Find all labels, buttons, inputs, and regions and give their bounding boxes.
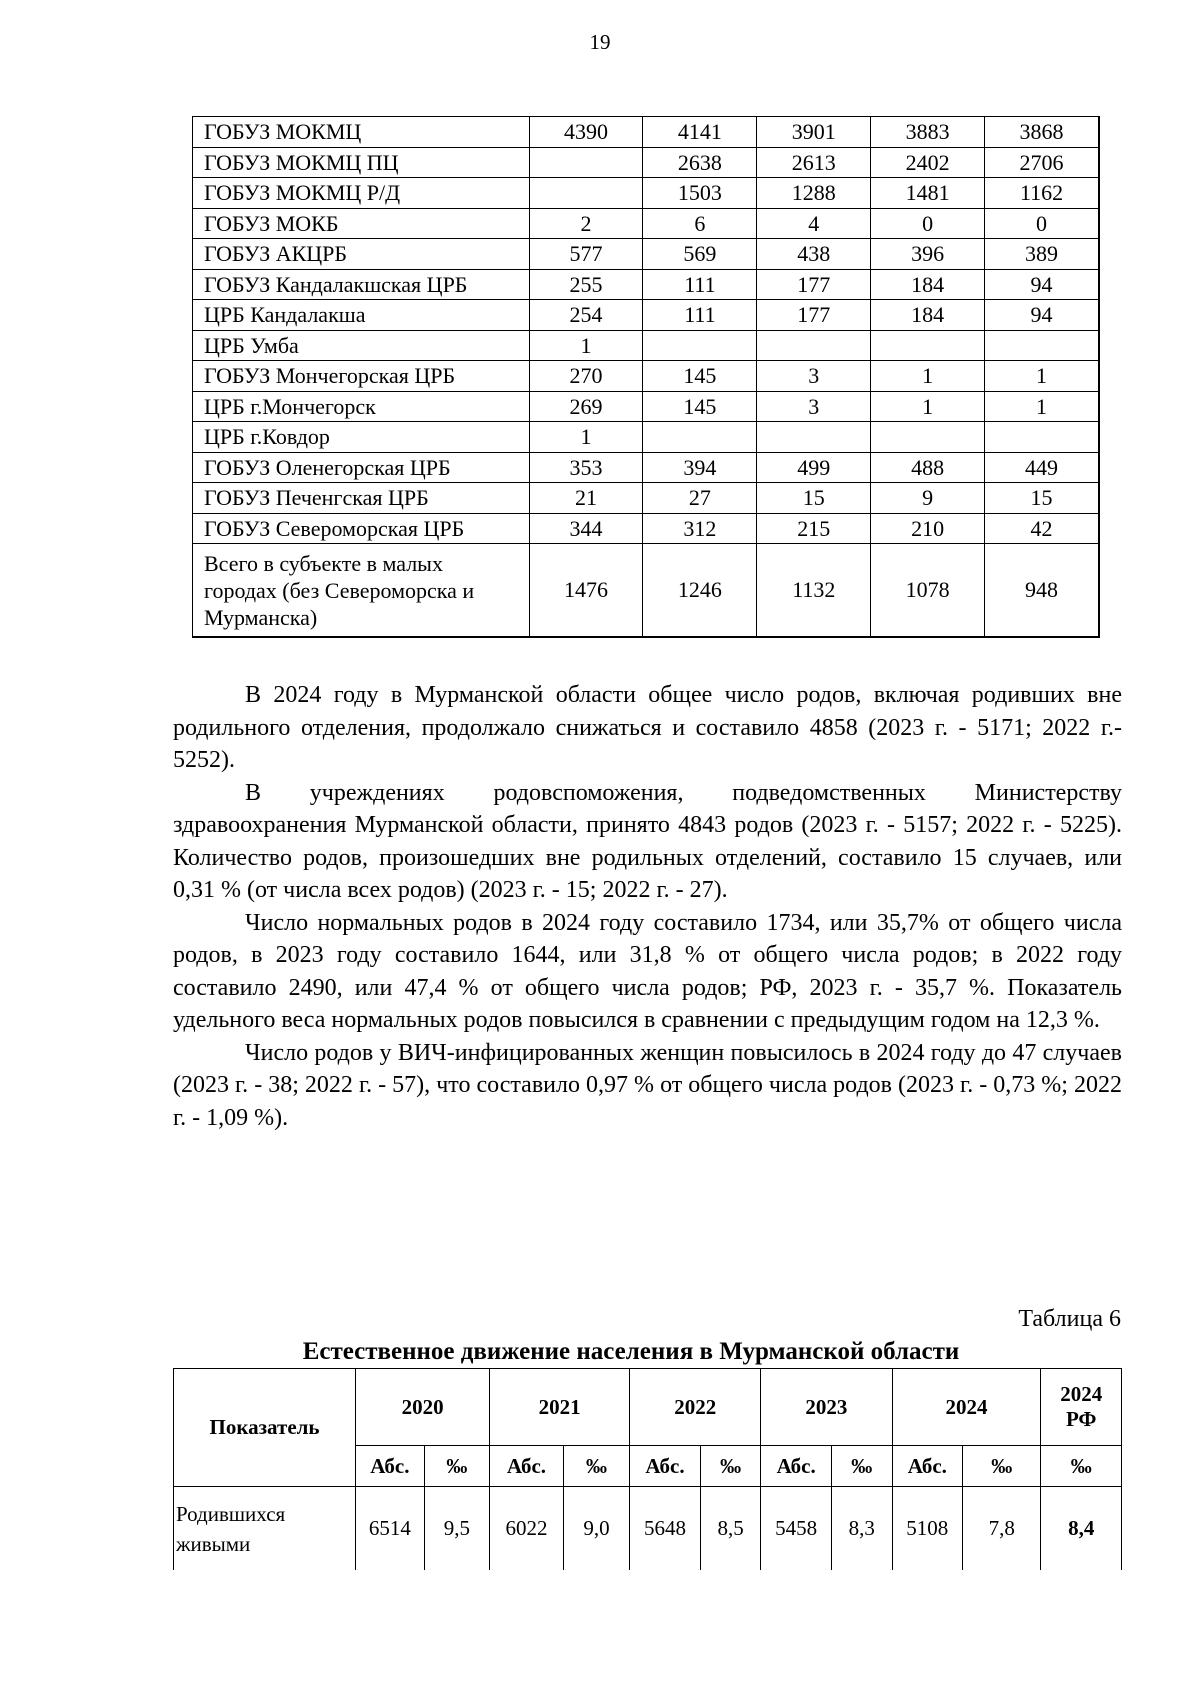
table-cell: 15 xyxy=(985,483,1099,514)
table-cell: 27 xyxy=(643,483,757,514)
body-text xyxy=(173,679,1122,1134)
row-label: ЦРБ Кандалакша xyxy=(193,300,530,331)
header-rf xyxy=(1041,1369,1122,1446)
table-cell xyxy=(757,330,871,361)
table-cell xyxy=(757,422,871,453)
table-cell: 184 xyxy=(871,269,985,300)
table-cell: 4 xyxy=(757,208,871,239)
table-cell: 145 xyxy=(643,361,757,392)
table-cell: 7,8 xyxy=(963,1487,1041,1571)
header-year: 2022 xyxy=(630,1369,761,1446)
table-cell: 269 xyxy=(529,391,643,422)
row-label: ГОБУЗ Печенгская ЦРБ xyxy=(193,483,530,514)
table-cell: 6514 xyxy=(356,1487,425,1571)
row-label: ГОБУЗ Мончегорская ЦРБ xyxy=(193,361,530,392)
header-permille: ‰ xyxy=(563,1446,629,1487)
table-cell: 9,5 xyxy=(424,1487,489,1571)
table-cell: 94 xyxy=(985,300,1099,331)
header-abs: Абс. xyxy=(356,1446,425,1487)
table-cell: 3883 xyxy=(871,117,985,148)
row-label: ГОБУЗ Оленегорская ЦРБ xyxy=(193,452,530,483)
row-label-line: Мурманска) xyxy=(204,604,318,630)
row-label: ГОБУЗ Кандалакшская ЦРБ xyxy=(193,269,530,300)
row-label xyxy=(193,544,530,638)
table-cell: 184 xyxy=(871,300,985,331)
row-label: ГОБУЗ МОКМЦ xyxy=(193,117,530,148)
table-cell: 9 xyxy=(871,483,985,514)
row-label: ГОБУЗ МОКБ xyxy=(193,208,530,239)
table-cell xyxy=(643,330,757,361)
header-year: 2021 xyxy=(490,1369,630,1446)
table-row xyxy=(193,239,1100,270)
header-permille: ‰ xyxy=(963,1446,1041,1487)
table-cell: 3 xyxy=(757,361,871,392)
header-abs: Абс. xyxy=(892,1446,963,1487)
table-cell: 1 xyxy=(529,422,643,453)
table-cell: 2613 xyxy=(757,147,871,178)
table-cell: 111 xyxy=(643,300,757,331)
table-cell: 3901 xyxy=(757,117,871,148)
header-year: 2024 xyxy=(892,1369,1041,1446)
table-cell: 94 xyxy=(985,269,1099,300)
table-cell: 1 xyxy=(871,391,985,422)
table-cell: 1132 xyxy=(757,544,871,638)
header-permille: ‰ xyxy=(424,1446,489,1487)
header-permille: ‰ xyxy=(1041,1446,1122,1487)
row-label-line: городах (без Североморска и xyxy=(204,577,475,603)
table-cell: 2638 xyxy=(643,147,757,178)
table-cell: 15 xyxy=(757,483,871,514)
table-cell: 449 xyxy=(985,452,1099,483)
table-cell: 396 xyxy=(871,239,985,270)
table-cell: 499 xyxy=(757,452,871,483)
table-cell xyxy=(529,147,643,178)
row-label: ЦРБ г.Мончегорск xyxy=(193,391,530,422)
table-cell: 438 xyxy=(757,239,871,270)
table-cell xyxy=(643,422,757,453)
table-row xyxy=(193,422,1100,453)
table-cell: 4141 xyxy=(643,117,757,148)
table-cell xyxy=(871,330,985,361)
table-cell: 4390 xyxy=(529,117,643,148)
table-cell: 569 xyxy=(643,239,757,270)
table-cell: 145 xyxy=(643,391,757,422)
table-row xyxy=(193,117,1100,148)
table-row xyxy=(193,361,1100,392)
table-cell: 1 xyxy=(871,361,985,392)
table-cell: 1288 xyxy=(757,178,871,209)
table-cell: 5458 xyxy=(761,1487,832,1571)
table-cell: 6 xyxy=(643,208,757,239)
table-cell: 215 xyxy=(757,513,871,544)
table-row xyxy=(193,300,1100,331)
table-cell: 5108 xyxy=(892,1487,963,1571)
table-cell: 1246 xyxy=(643,544,757,638)
table-cell: 2402 xyxy=(871,147,985,178)
table-row xyxy=(193,330,1100,361)
table-cell: 577 xyxy=(529,239,643,270)
row-label xyxy=(174,1487,356,1571)
table-row-total xyxy=(193,544,1100,638)
table-cell: 1 xyxy=(985,361,1099,392)
table-cell: 5648 xyxy=(630,1487,701,1571)
table-cell: 1 xyxy=(529,330,643,361)
table-cell: 177 xyxy=(757,300,871,331)
header-abs: Абс. xyxy=(761,1446,832,1487)
row-label: ЦРБ Умба xyxy=(193,330,530,361)
row-label-line: Родившихся xyxy=(176,1501,286,1526)
header-permille: ‰ xyxy=(831,1446,892,1487)
table-cell: 8,3 xyxy=(831,1487,892,1571)
table-cell: 2 xyxy=(529,208,643,239)
page-number: 19 xyxy=(589,30,611,54)
row-label: ГОБУЗ АКЦРБ xyxy=(193,239,530,270)
table-cell: 3868 xyxy=(985,117,1099,148)
table-cell: 255 xyxy=(529,269,643,300)
table-cell: 254 xyxy=(529,300,643,331)
header-abs: Абс. xyxy=(630,1446,701,1487)
header-rf-year: 2024 xyxy=(1060,1382,1103,1406)
header-permille: ‰ xyxy=(700,1446,761,1487)
table-cell: 2706 xyxy=(985,147,1099,178)
births-by-institution-table xyxy=(192,116,1100,638)
row-label-line: Всего в субъекте в малых xyxy=(204,550,443,576)
table-row xyxy=(193,391,1100,422)
header-rf-label: РФ xyxy=(1065,1407,1097,1431)
table-cell xyxy=(985,422,1099,453)
table-cell: 1162 xyxy=(985,178,1099,209)
table-cell: 21 xyxy=(529,483,643,514)
table-row xyxy=(193,269,1100,300)
table-row xyxy=(193,178,1100,209)
paragraph: Число родов у ВИЧ-инфицированных женщин повысилось в 2024 году до 47 случаев (2023 г. - 38; 2022 г. - 57), что составило 0,97 % от общего числа родов (2023 г. - 0,73 %; 2022 г. - 1,09 %). xyxy=(173,1039,1122,1131)
table-cell: 488 xyxy=(871,452,985,483)
table-row xyxy=(193,452,1100,483)
natural-movement-table xyxy=(173,1368,1122,1570)
row-label: ГОБУЗ МОКМЦ Р/Д xyxy=(193,178,530,209)
table-cell: 0 xyxy=(985,208,1099,239)
header-abs: Абс. xyxy=(490,1446,564,1487)
table-cell: 9,0 xyxy=(563,1487,629,1571)
table-cell: 270 xyxy=(529,361,643,392)
table-cell: 1078 xyxy=(871,544,985,638)
table-cell: 1481 xyxy=(871,178,985,209)
header-indicator: Показатель xyxy=(174,1369,356,1487)
table-cell: 111 xyxy=(643,269,757,300)
table-cell: 6022 xyxy=(490,1487,564,1571)
table-cell: 177 xyxy=(757,269,871,300)
header-year: 2020 xyxy=(356,1369,490,1446)
table-row xyxy=(193,208,1100,239)
table-cell-rf: 8,4 xyxy=(1041,1487,1122,1571)
table-cell: 948 xyxy=(985,544,1099,638)
table-title: Естественное движение населения в Мурманской области xyxy=(302,1338,960,1365)
table-cell: 42 xyxy=(985,513,1099,544)
row-label-line: живыми xyxy=(176,1531,251,1556)
row-label: ГОБУЗ Североморская ЦРБ xyxy=(193,513,530,544)
table-cell: 312 xyxy=(643,513,757,544)
table-cell: 394 xyxy=(643,452,757,483)
table-cell: 1476 xyxy=(529,544,643,638)
table-cell: 210 xyxy=(871,513,985,544)
table-cell xyxy=(985,330,1099,361)
table-cell: 0 xyxy=(871,208,985,239)
table-row xyxy=(193,513,1100,544)
table-row xyxy=(193,483,1100,514)
table-cell: 1 xyxy=(985,391,1099,422)
table-cell: 344 xyxy=(529,513,643,544)
table-cell xyxy=(529,178,643,209)
table-cell: 8,5 xyxy=(700,1487,761,1571)
paragraph: Число нормальных родов в 2024 году составило 1734, или 35,7% от общего числа родов, в 2023 году составило 1644, или 31,8 % от общего числа родов; в 2022 году составило 2490, или 47,4 % от общего числа родов; РФ, 2023 г. - 35,7 %. Показатель удельного веса нормальных родов повысился в сравнении с предыдущим годом на 12,3 %. xyxy=(173,909,1122,1033)
table-cell: 1503 xyxy=(643,178,757,209)
table-caption: Таблица 6 xyxy=(1018,1306,1121,1332)
table-cell xyxy=(871,422,985,453)
paragraph: В 2024 году в Мурманской области общее число родов, включая родивших вне родильного отделения, продолжало снижаться и составило 4858 (2023 г. - 5171; 2022 г.- 5252). xyxy=(173,682,1122,773)
header-year: 2023 xyxy=(761,1369,892,1446)
row-label: ЦРБ г.Ковдор xyxy=(193,422,530,453)
row-label: ГОБУЗ МОКМЦ ПЦ xyxy=(193,147,530,178)
paragraph: В учреждениях родовспоможения, подведомственных Министерству здравоохранения Мурманской области, принято 4843 родов (2023 г. - 5157; 2022 г. - 5225). Количество родов, произошедших вне родильных отделений, составило 15 случаев, или 0,31 % (от числа всех родов) (2023 г. - 15; 2022 г. - 27). xyxy=(173,779,1122,903)
table-row xyxy=(193,147,1100,178)
table-cell: 353 xyxy=(529,452,643,483)
table-cell: 389 xyxy=(985,239,1099,270)
table-cell: 3 xyxy=(757,391,871,422)
